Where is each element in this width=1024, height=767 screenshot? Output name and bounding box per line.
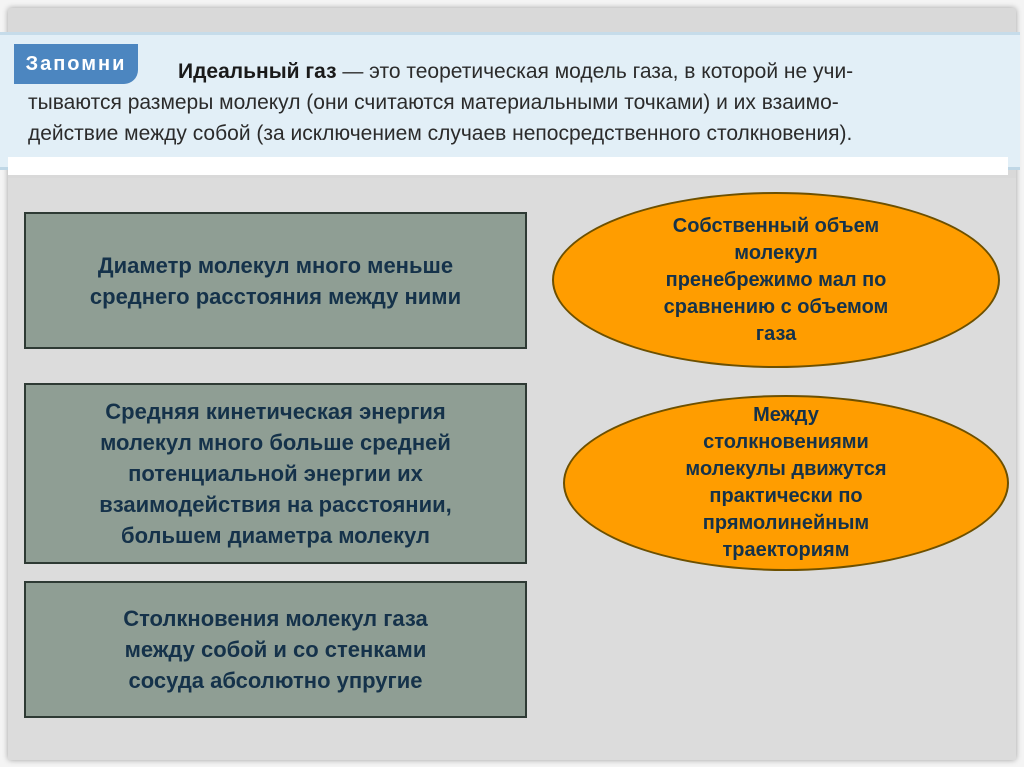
ellipse-line: прямолинейным: [702, 512, 870, 534]
consequence-ellipse-trajectories: [563, 395, 1009, 571]
definition-line-1: [28, 56, 1018, 87]
ellipse-line: Между: [753, 404, 819, 426]
banner-underline: [8, 157, 1008, 175]
definition-term: Идеальный газ: [178, 60, 337, 83]
property-box-diameter: [24, 212, 527, 349]
ellipse-line: траекториям: [722, 539, 850, 561]
ellipse-line: молекул: [734, 241, 818, 264]
definition-text: [28, 56, 1018, 149]
box-line: молекул много больше средней: [100, 430, 451, 455]
box-line: большем диаметра молекул: [121, 523, 430, 548]
box-line: Столкновения молекул газа: [123, 606, 428, 631]
box-line: взаимодействия на расстоянии,: [99, 492, 452, 517]
definition-line-3: действие между собой (за исключением случаев непосредственного столкновения).: [28, 122, 853, 145]
property-box-energy: [24, 383, 527, 564]
ellipse-line: молекулы движутся: [685, 458, 887, 480]
box-line: Средняя кинетическая энергия: [105, 399, 446, 424]
ellipse-line: Собственный объем: [672, 214, 880, 237]
box-line: среднего расстояния между ними: [89, 283, 462, 309]
ellipse-line: газа: [755, 322, 797, 345]
ellipse-line: сравнению с объемом: [663, 295, 889, 318]
definition-line-1-rest: — это теоретическая модель газа, в которой не учи-: [336, 60, 854, 83]
box-line: Диаметр молекул много меньше: [97, 252, 454, 278]
definition-line-2: тываются размеры молекул (они считаются материальными точками) и их взаимо-: [28, 91, 839, 114]
remember-badge-label: Запомни: [25, 52, 127, 75]
consequence-ellipse-volume: [552, 192, 1000, 368]
property-box-collisions: [24, 581, 527, 718]
box-line: между собой и со стенками: [124, 637, 427, 662]
ellipse-line: столкновениями: [703, 431, 869, 453]
ellipse-line: пренебрежимо мал по: [665, 268, 887, 291]
ellipse-line: практически по: [709, 485, 863, 507]
box-line: потенциальной энергии их: [128, 461, 423, 486]
remember-badge: [14, 44, 138, 84]
box-line: сосуда абсолютно упругие: [128, 668, 423, 693]
